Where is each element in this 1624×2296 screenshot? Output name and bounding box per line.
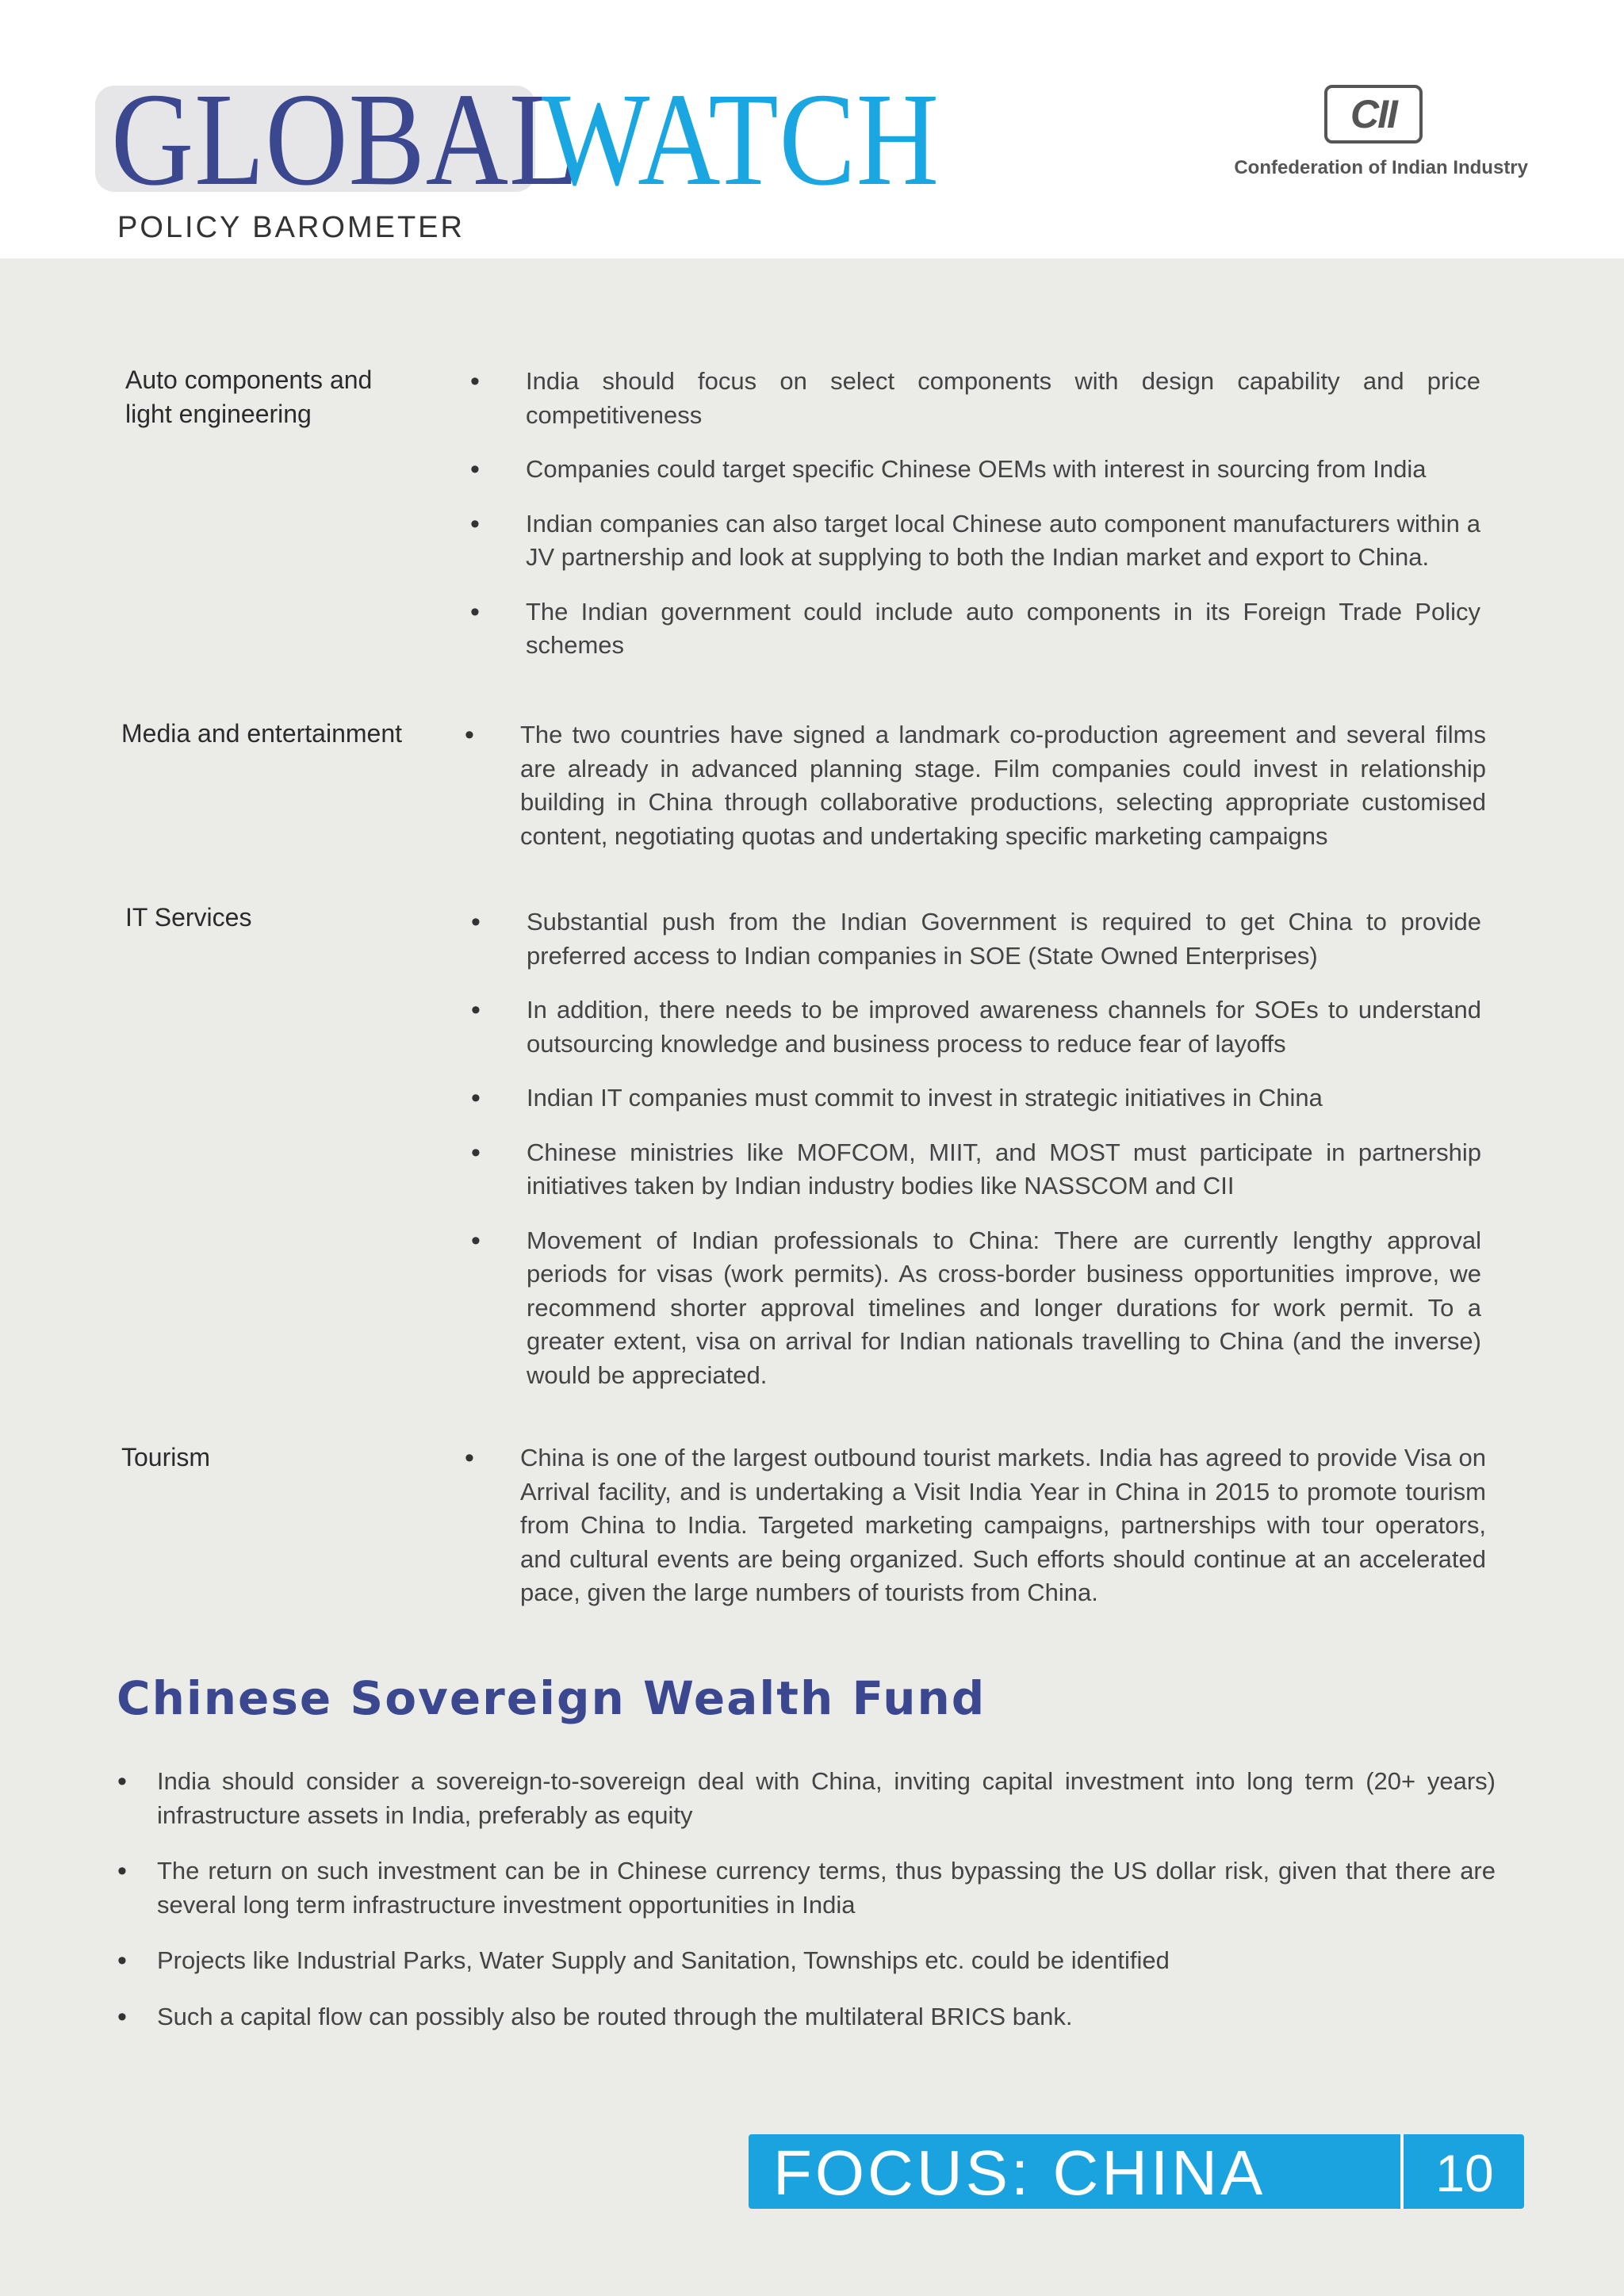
page-number: 10	[1435, 2144, 1494, 2202]
bullet-list	[471, 905, 1481, 1392]
sector-label-line: IT Services	[125, 903, 252, 932]
brand-title-global: GLOBAL	[111, 66, 580, 213]
sector-label-line: Media and entertainment	[121, 719, 402, 748]
sector-label	[121, 717, 402, 751]
list-item: • The return on such investment can be in Chinese currency terms, thus bypassing the US dollar risk, given that there are several long term infrastructure investment opportunities in India	[117, 1856, 1496, 1919]
organization-name: Confederation of Indian Industry	[1234, 157, 1528, 178]
bullet-list	[465, 718, 1486, 853]
sector-label-line: Tourism	[121, 1443, 211, 1471]
list-item: • Indian IT companies must commit to invest in strategic initiatives in China	[471, 1083, 1323, 1113]
section-heading: Chinese Sovereign Wealth Fund	[117, 1671, 986, 1725]
swf-bullet-list	[117, 1765, 1496, 2056]
bullet-list	[470, 365, 1480, 663]
sector-label-line: Auto components and	[125, 365, 373, 394]
list-item: • Movement of Indian professionals to China: There are currently lengthy approval periods for visas (work permits). As cross-border business opportunities improve, we recommend shorter approval timelines and longer durations for work permit. To a greater extent, visa on arrival for Indian nationals travelling to China (and the inverse) would be appreciated.	[471, 1225, 1481, 1389]
list-item: • Substantial push from the Indian Government is required to get China to provide preferred access to Indian companies in SOE (State Owned Enterprises)	[471, 907, 1481, 970]
list-item: • Companies could target specific Chinese OEMs with interest in sourcing from India	[470, 454, 1427, 484]
sector-label	[125, 901, 251, 935]
list-item: • The two countries have signed a landmark co-production agreement and several films are already in advanced planning stage. Film companies could invest in relationship building in China through collaborative productions, selecting appropriate customised content, negotiating quotas and undertaking specific marketing campaigns	[465, 720, 1486, 850]
list-item: • In addition, there needs to be improved awareness channels for SOEs to understand outsourcing knowledge and business process to reduce fear of layoffs	[471, 995, 1481, 1058]
brand-subtitle: POLICY BAROMETER	[117, 211, 465, 244]
list-item: • Indian companies can also target local Chinese auto component manufacturers within a JV partnership and look at supplying to both the Indian market and export to China.	[470, 508, 1480, 571]
cii-logo: CII	[1324, 85, 1423, 144]
list-item: • China is one of the largest outbound tourist markets. India has agreed to provide Visa on Arrival facility, and is undertaking a Visit India Year in China in 2015 to promote tourism from China to India. Targeted marketing campaigns, partnerships with tour operators, and cultural events are being organized. Such efforts should continue at an accelerated pace, given the large numbers of tourists from China.	[465, 1443, 1486, 1606]
list-item: • Projects like Industrial Parks, Water Supply and Sanitation, Townships etc. could be identified	[117, 1946, 1170, 1976]
bullet-list	[465, 1441, 1486, 1610]
sector-label	[125, 363, 372, 431]
list-item: • Such a capital flow can possibly also be routed through the multilateral BRICS bank.	[117, 2001, 1073, 2032]
footer-focus-label: FOCUS: CHINA	[773, 2137, 1266, 2208]
brand-title-watch: WATCH	[542, 66, 940, 213]
page-header	[0, 0, 1624, 258]
list-item: • Chinese ministries like MOFCOM, MIIT, and MOST must participate in partnership initiatives taken by Indian industry bodies like NASSCOM and CII	[471, 1137, 1481, 1200]
sector-label-line: light engineering	[125, 400, 312, 428]
footer-divider	[1400, 2134, 1404, 2209]
sector-label	[121, 1441, 210, 1475]
list-item: • India should consider a sovereign-to-sovereign deal with China, inviting capital investment into long term (20+ years) infrastructure assets in India, preferably as equity	[117, 1766, 1496, 1829]
list-item: • India should focus on select components with design capability and price competitiveness	[470, 366, 1480, 429]
list-item: • The Indian government could include auto components in its Foreign Trade Policy schemes	[470, 596, 1480, 659]
